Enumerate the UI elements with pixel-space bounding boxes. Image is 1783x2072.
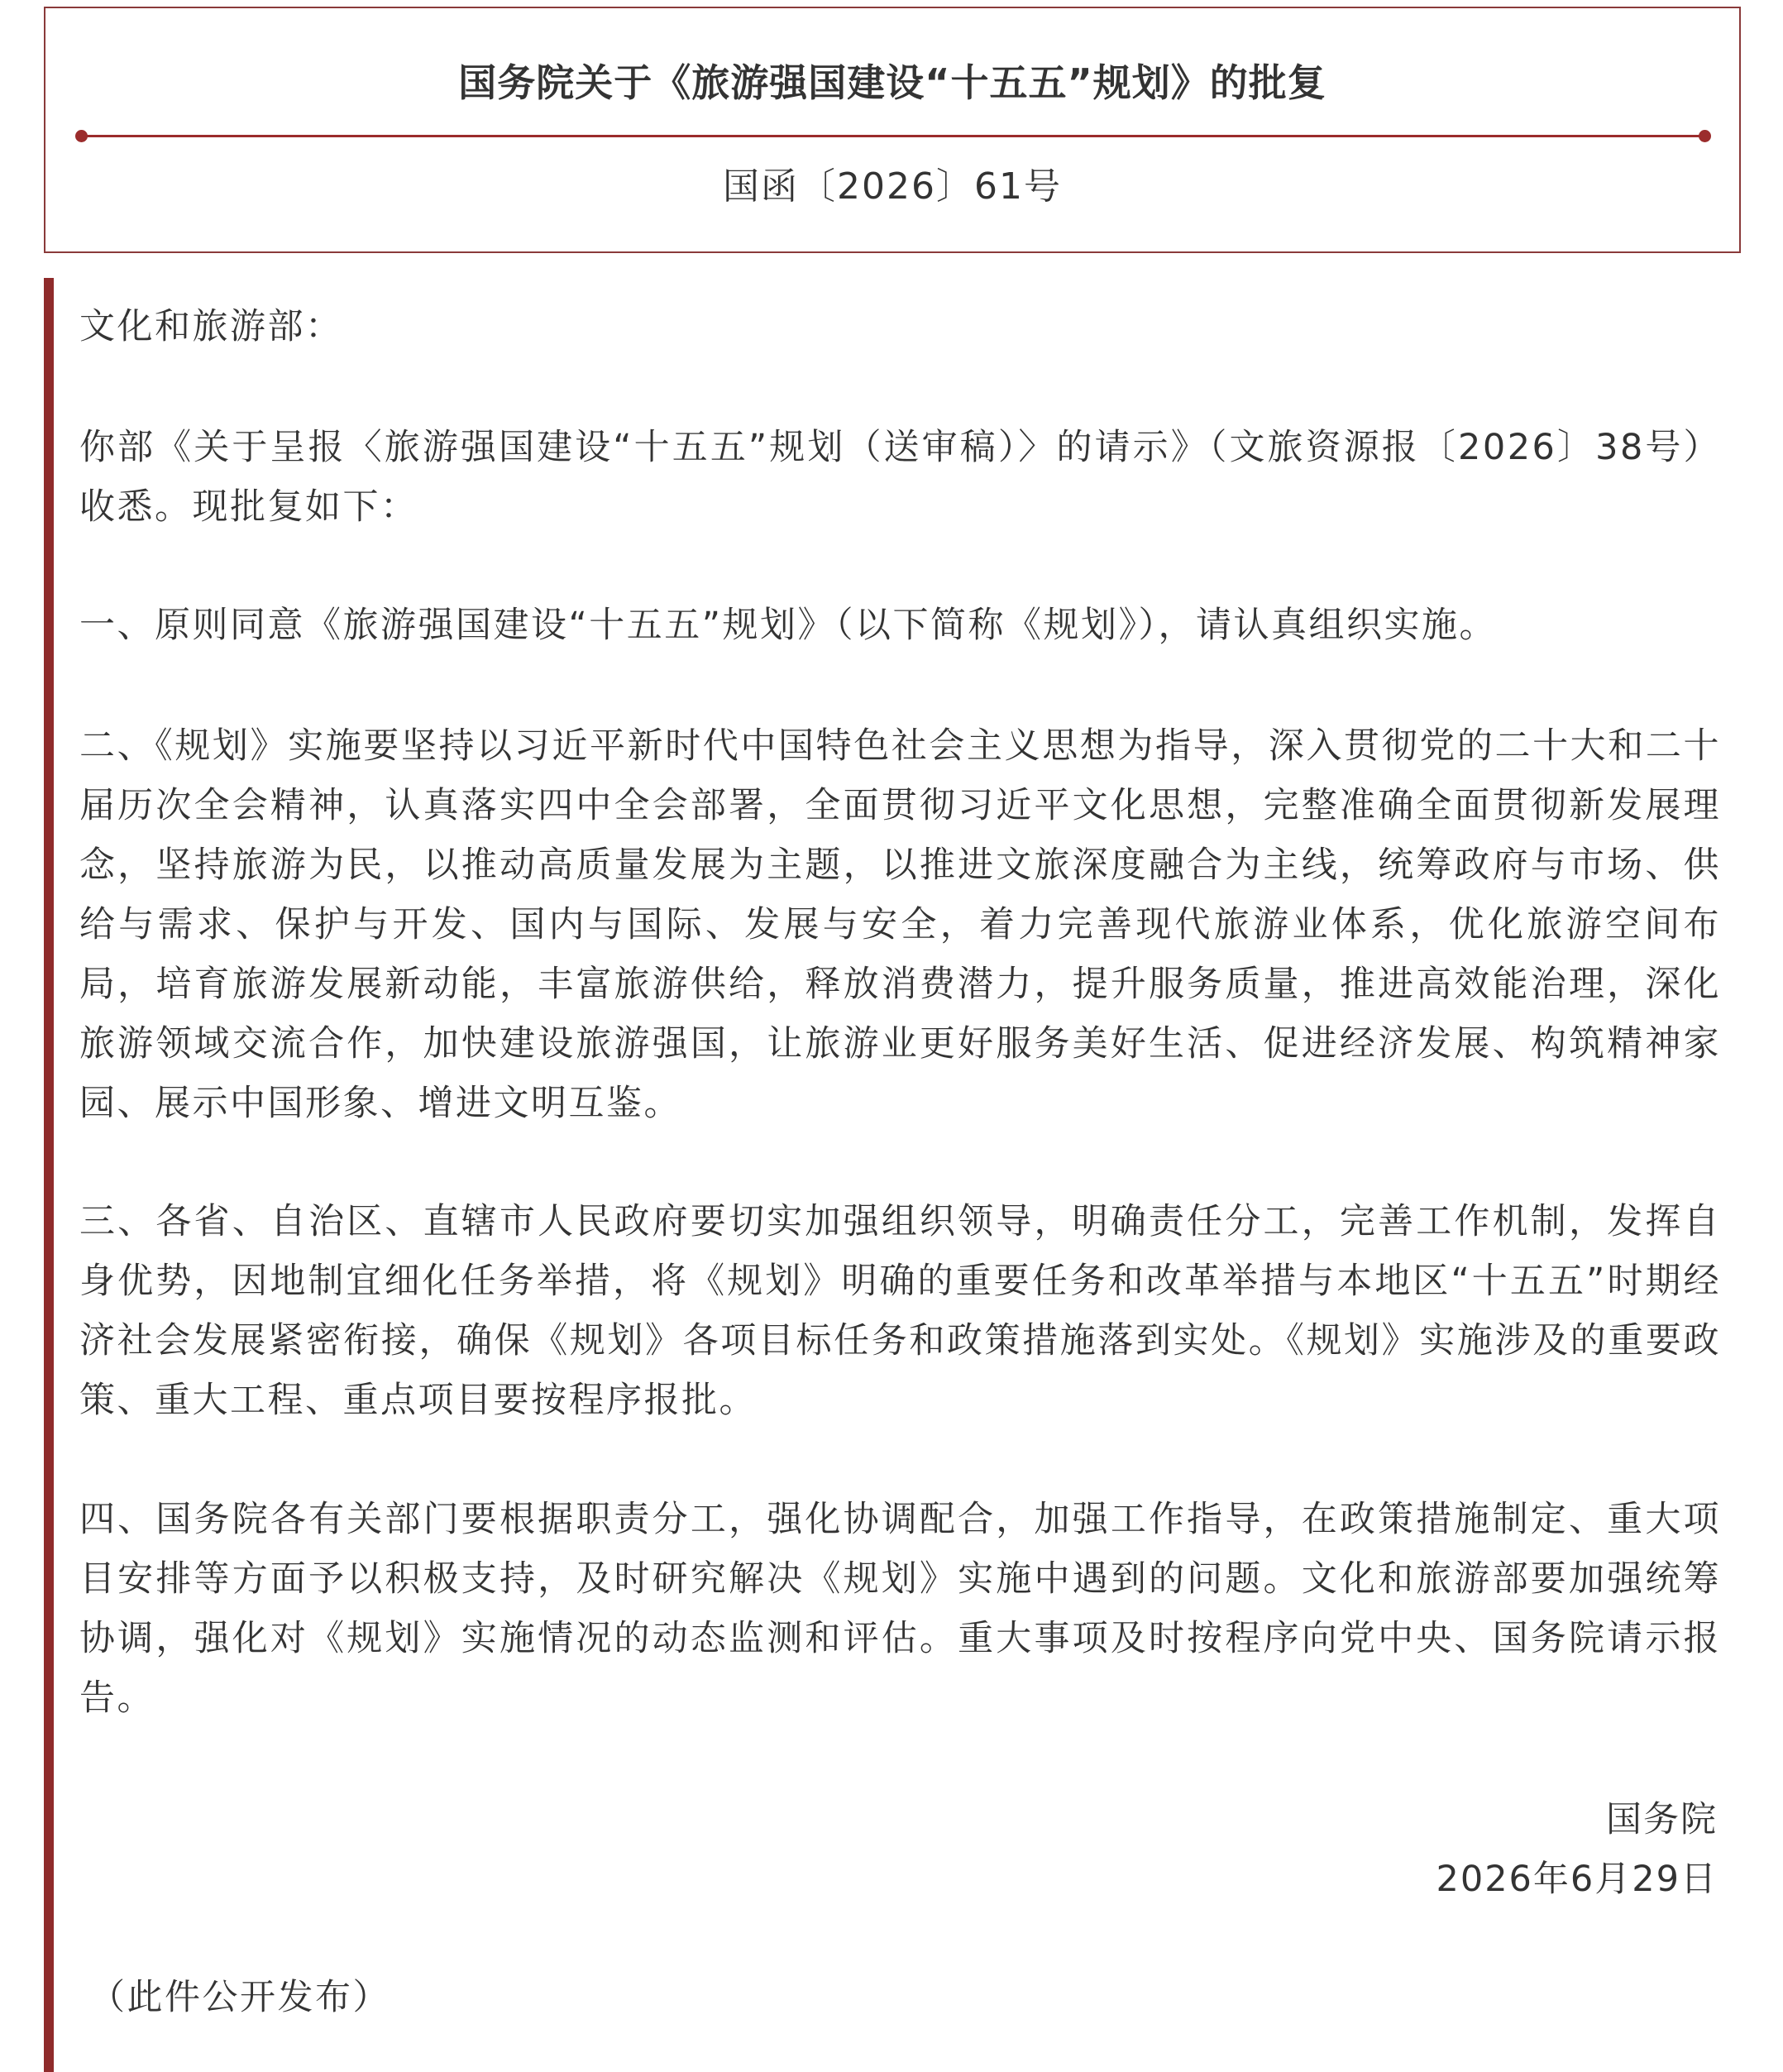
paragraph-three: 三、各省、自治区、直辖市人民政府要切实加强组织领导，明确责任分工，完善工作机制，发挥自身优势，因地制宜细化任务举措，将《规划》明确的重要任务和改革举措与本地区“十五五”时期经济社会发展紧密衔接，确保《规划》各项目标任务和政策措施落到实处。《规划》实施涉及的重要政策、重大工程、重点项目要按程序报批。 — [79, 1201, 1721, 1421]
divider-dot-right — [1699, 130, 1711, 142]
issue-date: 2026年6月29日 — [1436, 1859, 1718, 1900]
paragraph-four: 四、国务院各有关部门要根据职责分工，强化协调配合，加强工作指导，在政策措施制定、重大项目安排等方面予以积极支持，及时研究解决《规划》实施中遇到的问题。文化和旅游部要加强统筹协调，强化对《规划》实施情况的动态监测和评估。重大事项及时按程序向党中央、国务院请示报告。 — [79, 1499, 1721, 1719]
page-title: 国务院关于《旅游强国建设“十五五”规划》的批复 — [458, 60, 1326, 105]
document-number: 国函〔2026〕61号 — [723, 165, 1062, 208]
salutation: 文化和旅游部： — [79, 306, 343, 347]
accent-bar — [44, 278, 54, 2072]
paragraph-two: 二、《规划》实施要坚持以习近平新时代中国特色社会主义思想为指导，深入贯彻党的二十大和二十届历次全会精神，认真落实四中全会部署，全面贯彻习近平文化思想，完整准确全面贯彻新发展理念，坚持旅游为民，以推动高质量发展为主题，以推进文旅深度融合为主线，统筹政府与市场、供给与需求、保护与开发、国内与国际、发展与安全，着力完善现代旅游业体系，优化旅游空间布局，培育旅游发展新动能，丰富旅游供给，释放消费潜力，提升服务质量，推进高效能治理，深化旅游领域交流合作，加快建设旅游强国，让旅游业更好服务美好生活、促进经济发展、构筑精神家园、展示中国形象、增进文明互鉴。 — [79, 725, 1721, 1124]
divider-dot-left — [75, 130, 88, 142]
header-divider — [80, 135, 1706, 137]
paragraph-intro: 你部《关于呈报〈旅游强国建设“十五五”规划（送审稿）〉的请示》（文旅资源报〔2026〕38号）收悉。现批复如下： — [79, 427, 1721, 528]
signer: 国务院 — [1606, 1799, 1718, 1840]
paragraph-one: 一、原则同意《旅游强国建设“十五五”规划》（以下简称《规划》），请认真组织实施。 — [79, 605, 1498, 646]
publication-note: （此件公开发布） — [89, 1977, 390, 2018]
document-header — [44, 7, 1741, 253]
